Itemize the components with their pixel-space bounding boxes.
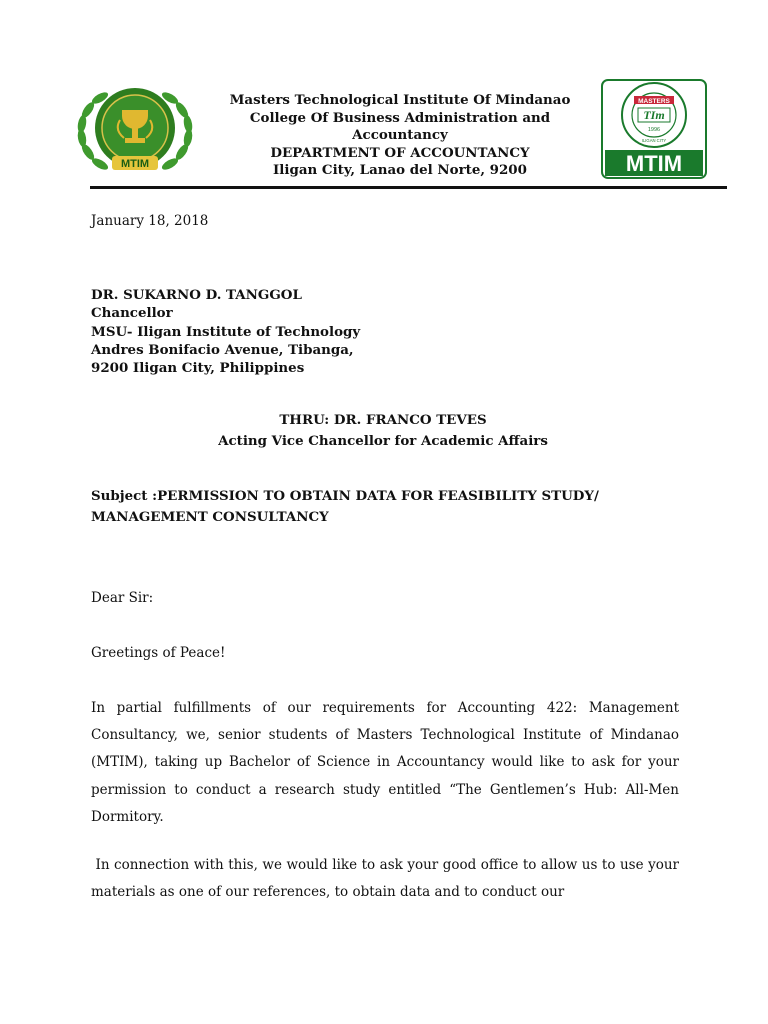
letter-date: January 18, 2018	[91, 213, 209, 229]
body-paragraph: In connection with this, we would like to ask your good office to allow us to use your materials as one of our references, to obtain data and to conduct our	[91, 857, 684, 901]
recipient-org: MSU- Iligan Institute of Technology	[91, 323, 361, 340]
department-name: DEPARTMENT OF ACCOUNTANCY	[270, 144, 530, 161]
subject-line-1: Subject :PERMISSION TO OBTAIN DATA FOR FEASIBILITY STUDY/	[91, 488, 599, 504]
mtim-emblem-logo	[601, 79, 707, 179]
right-logo-city: ILIGAN CITY	[641, 138, 667, 143]
subject-line	[91, 486, 691, 527]
college-name: College Of Business Administration and Accountancy	[249, 109, 551, 143]
thru-name: THRU: DR. FRANCO TEVES	[279, 412, 487, 428]
institute-address: Iligan City, Lanao del Norte, 9200	[273, 162, 527, 178]
recipient-city: 9200 Iligan City, Philippines	[91, 360, 305, 377]
mtim-seal-logo	[70, 80, 200, 180]
greeting: Greetings of Peace!	[91, 645, 226, 661]
recipient-title: Chancellor	[91, 305, 173, 322]
recipient-block	[91, 286, 360, 377]
right-logo-banner: MASTERS	[638, 98, 670, 105]
right-logo-main-text: MTIM	[625, 151, 683, 176]
header-divider	[90, 186, 727, 189]
left-logo-text: MTIM	[120, 158, 150, 170]
institute-name: Masters Technological Institute Of Mindanao	[229, 92, 571, 108]
salutation: Dear Sir:	[91, 590, 154, 606]
thru-block	[90, 410, 676, 451]
svg-text:TIm: TIm	[643, 108, 665, 122]
letterhead	[200, 92, 600, 180]
recipient-name: DR. SUKARNO D. TANGGOL	[91, 287, 302, 303]
right-logo-year: 1996	[647, 127, 661, 133]
body-paragraph: In partial fulfillments of our requirements for Accounting 422: Management Consultancy, we, senior students of Masters Technological Institute of Mindanao (MTIM), taking up Bachelor of Science in Accountancy would like to ask for your permission to conduct a research study entitled “The Gentlemen’s Hub: All-Men Dormitory.	[91, 700, 679, 825]
subject-line-2: MANAGEMENT CONSULTANCY	[91, 508, 329, 525]
recipient-street: Andres Bonifacio Avenue, Tibanga,	[91, 341, 354, 358]
thru-title: Acting Vice Chancellor for Academic Affairs	[218, 432, 548, 449]
